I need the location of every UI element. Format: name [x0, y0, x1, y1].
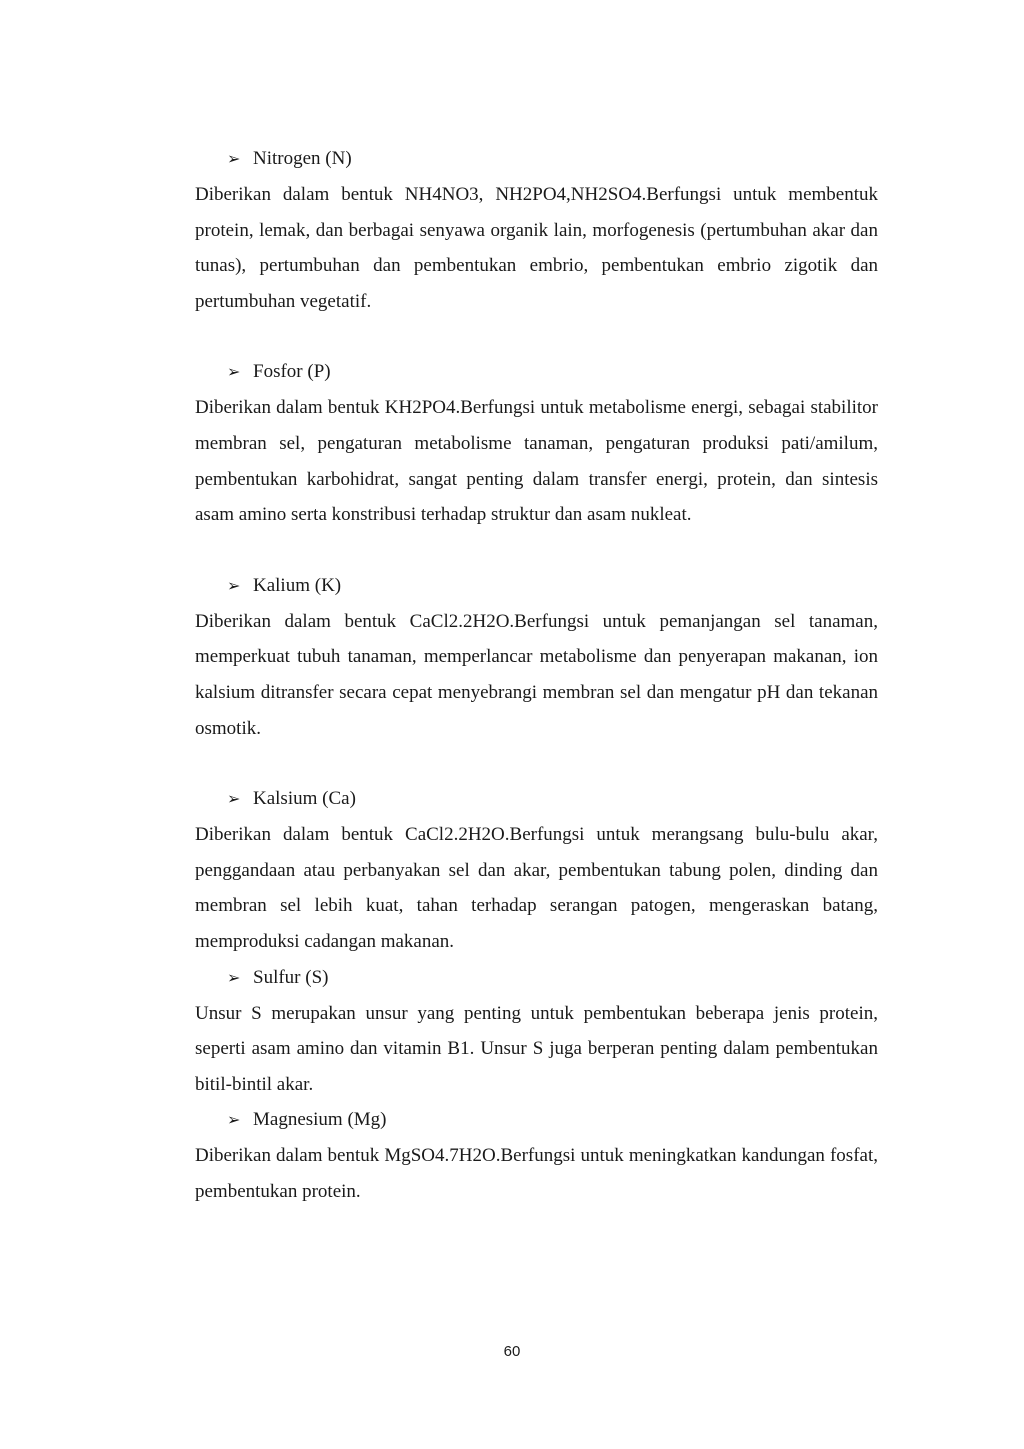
section-kalsium — [195, 781, 878, 959]
heading-text: Kalium (K) — [253, 574, 342, 596]
section-sulfur — [195, 960, 878, 1103]
arrow-bullet-icon: ➢ — [227, 362, 241, 382]
heading-text: Kalsium (Ca) — [253, 788, 356, 810]
section-heading — [195, 568, 878, 604]
section-paragraph: Diberikan dalam bentuk CaCl2.2H2O.Berfungsi untuk merangsang bulu-bulu akar, penggandaan atau perbanyakan sel dan akar, pembentukan tabung polen, dinding dan membran sel lebih kuat, tahan terhadap serangan patogen, mengeraskan batang, memproduksi cadangan makanan. — [195, 824, 878, 952]
section-paragraph: Unsur S merupakan unsur yang penting untuk pembentukan beberapa jenis protein, seperti asam amino dan vitamin B1. Unsur S juga berperan penting dalam pembentukan bitil-bintil akar. — [195, 1002, 878, 1095]
section-kalium — [195, 568, 878, 746]
heading-text: Nitrogen (N) — [253, 148, 352, 169]
section-heading — [195, 781, 878, 817]
section-paragraph: Diberikan dalam bentuk MgSO4.7H2O.Berfungsi untuk meningkatkan kandungan fosfat, pembentukan protein. — [195, 1145, 878, 1202]
section-heading — [195, 960, 878, 996]
arrow-bullet-icon: ➢ — [227, 149, 241, 168]
heading-text: Sulfur (S) — [253, 966, 329, 988]
section-heading — [195, 1102, 878, 1138]
section-fosfor — [195, 354, 878, 532]
section-heading — [195, 354, 878, 390]
document-body — [195, 141, 878, 1209]
arrow-bullet-icon: ➢ — [227, 789, 241, 809]
arrow-bullet-icon: ➢ — [227, 967, 241, 987]
section-paragraph: Diberikan dalam bentuk KH2PO4.Berfungsi untuk metabolisme energi, sebagai stabilitor membran sel, pengaturan metabolisme tanaman, pengaturan produksi pati/amilum, pembentukan karbohidrat, sangat penting dalam transfer energi, protein, dan sintesis asam amino serta konstribusi terhadap struktur dan asam nukleat. — [195, 397, 878, 526]
section-nitrogen — [195, 141, 878, 319]
section-heading — [195, 141, 878, 177]
section-paragraph: Diberikan dalam bentuk CaCl2.2H2O.Berfungsi untuk pemanjangan sel tanaman, memperkuat tubuh tanaman, memperlancar metabolisme dan penyerapan makanan, ion kalsium ditransfer secara cepat menyebrangi membran sel dan mengatur pH dan tekanan osmotik. — [195, 610, 878, 739]
page-number: 60 — [503, 1343, 521, 1360]
section-paragraph: Diberikan dalam bentuk NH4NO3, NH2PO4,NH2SO4.Berfungsi untuk membentuk protein, lemak, dan berbagai senyawa organik lain, morfogenesis (pertumbuhan akar dan tunas), pertumbuhan dan pembentukan embrio, pembentukan embrio zigotik dan pertumbuhan vegetatif. — [195, 184, 878, 312]
arrow-bullet-icon: ➢ — [227, 1110, 241, 1130]
heading-text: Fosfor (P) — [253, 361, 331, 383]
heading-text: Magnesium (Mg) — [253, 1109, 387, 1131]
arrow-bullet-icon: ➢ — [227, 575, 241, 595]
section-magnesium — [195, 1102, 878, 1209]
